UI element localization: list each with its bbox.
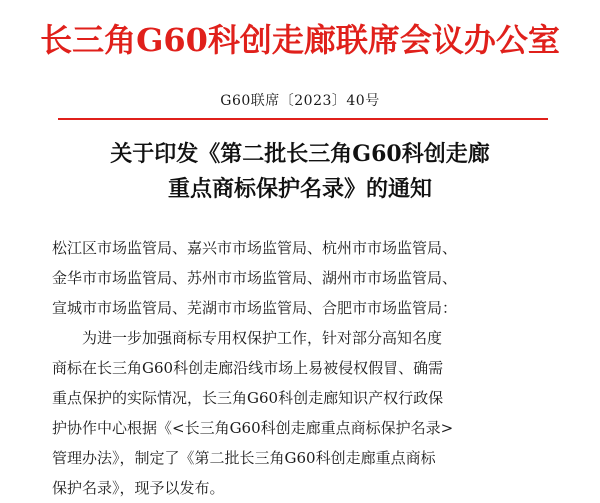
document-title-line-2: 重点商标保护名录》的通知 [167,176,432,202]
document-title-line-1: 关于印发《第二批长三角G60科创走廊 [110,141,490,167]
document-body [52,233,552,503]
document-title [0,137,600,207]
recipients-line-2: 金华市市场监管局、苏州市市场监管局、湖州市市场监管局、 [52,269,458,287]
recipients-line-3: 宣城市市场监管局、芜湖市市场监管局、合肥市市场监管局： [52,299,458,317]
paragraph-line-1: 为进一步加强商标专用权保护工作，针对部分高知名度 [82,329,443,347]
paragraph-line-2: 商标在长三角G60科创走廊沿线市场上易被侵权假冒、确需 [52,359,444,377]
paragraph-line-6: 保护名录》，现予以发布。 [52,479,225,497]
issuing-organization-header: 长三角G60科创走廊联席会议办公室 [40,21,560,59]
document-number: G60联席〔2023〕40号 [220,93,380,109]
paragraph-line-4: 护协作中心根据《<长三角G60科创走廊重点商标保护名录> [52,419,454,437]
recipients-line-1: 松江区市场监管局、嘉兴市市场监管局、杭州市市场监管局、 [52,239,458,257]
red-divider-line [58,118,548,120]
paragraph-line-3: 重点保护的实际情况，长三角G60科创走廊知识产权行政保 [52,389,444,407]
paragraph-line-5: 管理办法》，制定了《第二批长三角G60科创走廊重点商标 [52,449,436,467]
